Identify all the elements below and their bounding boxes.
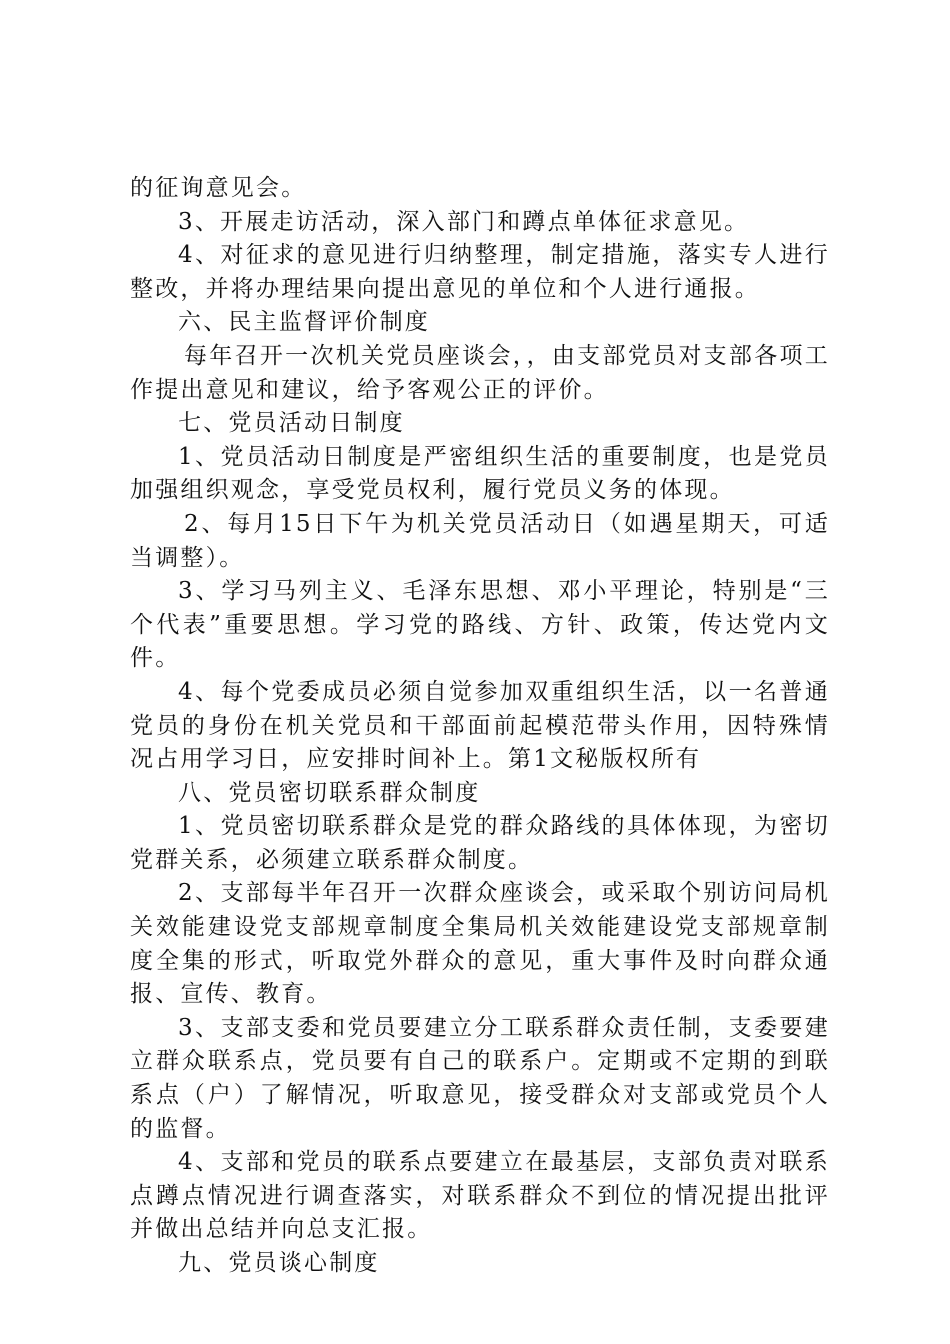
paragraph-item: 3、学习马列主义、毛泽东思想、邓小平理论，特别是“三个代表”重要思想。学习党的路线、方针、政策，传达党内文件。 xyxy=(130,578,830,672)
paragraph-item: 4、每个党委成员必须自觉参加双重组织生活，以一名普通党员的身份在机关党员和干部面前起模范带头作用，因特殊情况占用学习日，应安排时间补上。第1文秘版权所有 xyxy=(130,678,830,773)
paragraph-item: 2、每月15日下午为机关党员活动日（如遇星期天，可适当调整）。 xyxy=(130,510,830,571)
paragraph-item: 4、支部和党员的联系点要建立在最基层，支部负责对联系点蹲点情况进行调查落实，对联系群众不到位的情况提出批评并做出总结并向总支汇报。 xyxy=(130,1149,830,1243)
section-heading: 七、党员活动日制度 xyxy=(178,410,405,437)
paragraph-item: 2、支部每半年召开一次群众座谈会，或采取个别访问局机关效能建设党支部规章制度全集局机关效能建设党支部规章制度全集的形式，听取党外群众的意见，重大事件及时向群众通报、宣传、教育。 xyxy=(130,880,830,1008)
section-heading: 九、党员谈心制度 xyxy=(178,1250,380,1276)
paragraph-item: 3、支部支委和党员要建立分工联系群众责任制，支委要建立群众联系点，党员要有自己的联系户。定期或不定期的到联系点（户）了解情况，听取意见，接受群众对支部或党员个人的监督。 xyxy=(130,1014,830,1142)
paragraph-item: 4、对征求的意见进行归纳整理，制定措施，落实专人进行整改，并将办理结果向提出意见的单位和个人进行通报。 xyxy=(130,242,830,302)
section-heading: 八、党员密切联系群众制度 xyxy=(178,779,481,806)
section-heading: 六、民主监督评价制度 xyxy=(178,309,430,336)
paragraph-item: 每年召开一次机关党员座谈会，，由支部党员对支部各项工作提出意见和建议，给予客观公正的评价。 xyxy=(130,342,830,403)
paragraph-item: 3、开展走访活动，深入部门和蹲点单体征求意见。 xyxy=(178,208,750,235)
paragraph-item: 1、党员活动日制度是严密组织生活的重要制度，也是党员加强组织观念，享受党员权利，履行党员义务的体现。 xyxy=(130,443,830,504)
document-body xyxy=(130,172,830,1281)
paragraph-continuation: 的征询意见会。 xyxy=(130,175,307,201)
paragraph-item: 1、党员密切联系群众是党的群众路线的具体体现，为密切党群关系，必须建立联系群众制度。 xyxy=(130,813,830,873)
